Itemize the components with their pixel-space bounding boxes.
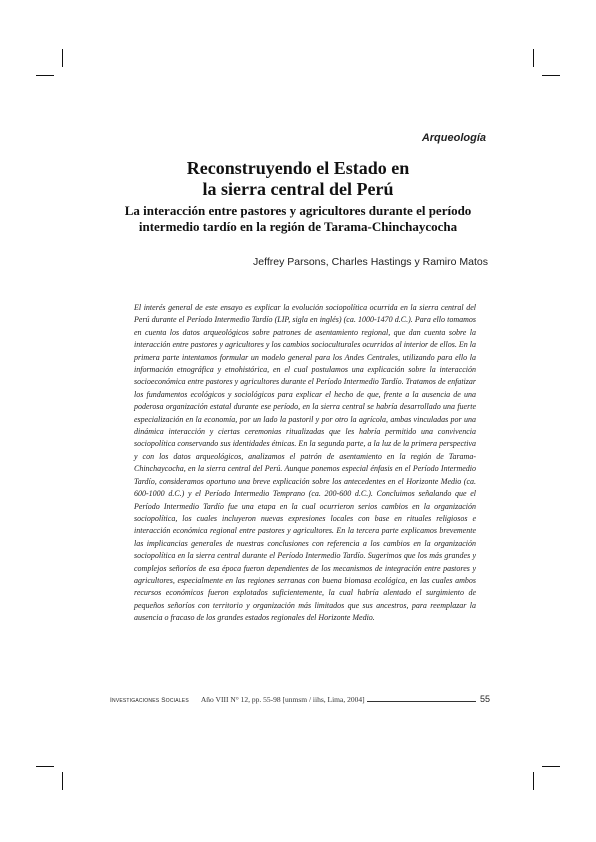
section-label: Arqueología: [421, 132, 486, 144]
article-title: [110, 158, 486, 200]
crop-mark-bottom-right-v: [533, 772, 534, 790]
footer-rule: [367, 701, 476, 702]
subtitle-line-2: intermedio tardío en la región de Tarama-Chinchaycocha: [138, 219, 458, 234]
journal-name: Investigaciones Sociales: [110, 697, 189, 704]
subtitle-line-1: La interacción entre pastores y agricultores durante el período: [124, 203, 472, 218]
crop-mark-bottom-right-h: [542, 766, 560, 767]
crop-mark-top-right-v: [533, 49, 534, 67]
title-line-1: Reconstruyendo el Estado en: [186, 158, 410, 178]
crop-mark-top-right-h: [542, 75, 560, 76]
title-block: [110, 158, 486, 235]
authors: Jeffrey Parsons, Charles Hastings y Ramiro Matos: [253, 256, 488, 268]
crop-mark-top-left-v: [62, 49, 63, 67]
page-number: 55: [479, 694, 490, 704]
title-line-2: la sierra central del Perú: [202, 179, 394, 199]
crop-mark-bottom-left-v: [62, 772, 63, 790]
abstract: El interés general de este ensayo es explicar la evolución sociopolítica ocurrida en la sierra central del Perú durante el Período Intermedio Tardío (LIP, sigla en inglés) (ca. 1000-1470 d.C.). Para ello tomamos en cuenta los datos arqueológicos sobre patrones de asentamiento regional, que dan cuenta sobre la interacción entre pastores y agricultores y los cambios socioculturales ocurridos al interior de ellos. En la primera parte intentamos formular un modelo general para los Andes Centrales, utilizando para ello la información etnográfica y etnohistórica, en el cual postulamos una explicación sobre la interacción socioeconómica entre pastores y agricultores durante el Período Intermedio Tardío. Tratamos de enfatizar los fundamentos ecológicos y sociológicos para explicar el hecho de que, frente a la ausencia de una poderosa organización estatal durante ese período, en la sierra central se habría desarrollado una fuerte especialización en la economía, por un lado la pastoril y por otro la agrícola, ambas vinculadas por una dinámica interacción y ciertas ceremonias ritualizadas que les habría permitido una convivencia sociopolítica conservando sus identidades étnicas. En la segunda parte, a la luz de la primera perspectiva y con los datos arqueológicos, analizamos el patrón de asentamiento en la región de Tarama-Chinchaycocha, en la sierra central del Perú. Aunque ponemos especial énfasis en el Período Intermedio Tardío, consideramos oportuno una breve explicación sobre los antecedentes en el Horizonte Medio (ca. 600-1000 d.C.) y el Período Intermedio Temprano (ca. 200-600 d.C.). Concluimos señalando que el Período Intermedio Tardío fue una etapa en la cual ocurrieron serios cambios en la organización sociopolítica, los cuales incluyeron nuevas expresiones locales con base en rituales religiosos e interacción económica regional entre pastores y agricultores. En la tercera parte explicamos brevemente las implicancias generales de nuestras conclusiones con referencia a los cambios en la organización sociopolítica en la sierra central durante el Período Intermedio Tardío. Sugerimos que los más grandes y complejos señoríos de esa época fueron dependientes de los mecanismos de integración entre pastores y agricultores, especialmente en las regiones serranas con buena biomasa ecológica, en las cuales ambos recursos económicos fueron explotados suficientemente, la cual habría alentado el surgimiento de pequeños señoríos con territorio y organización más limitados que sus ancestros, para reemplazar la ausencia o fracaso de los grandes estados regionales del Horizonte Medio.: [134, 303, 476, 623]
crop-mark-top-left-h: [36, 75, 54, 76]
citation: Año VIII N° 12, pp. 55-98 [unmsm / iihs, Lima, 2004]: [200, 695, 365, 704]
crop-mark-bottom-left-h: [36, 766, 54, 767]
page-footer: [110, 694, 490, 704]
article-subtitle: [110, 203, 486, 235]
